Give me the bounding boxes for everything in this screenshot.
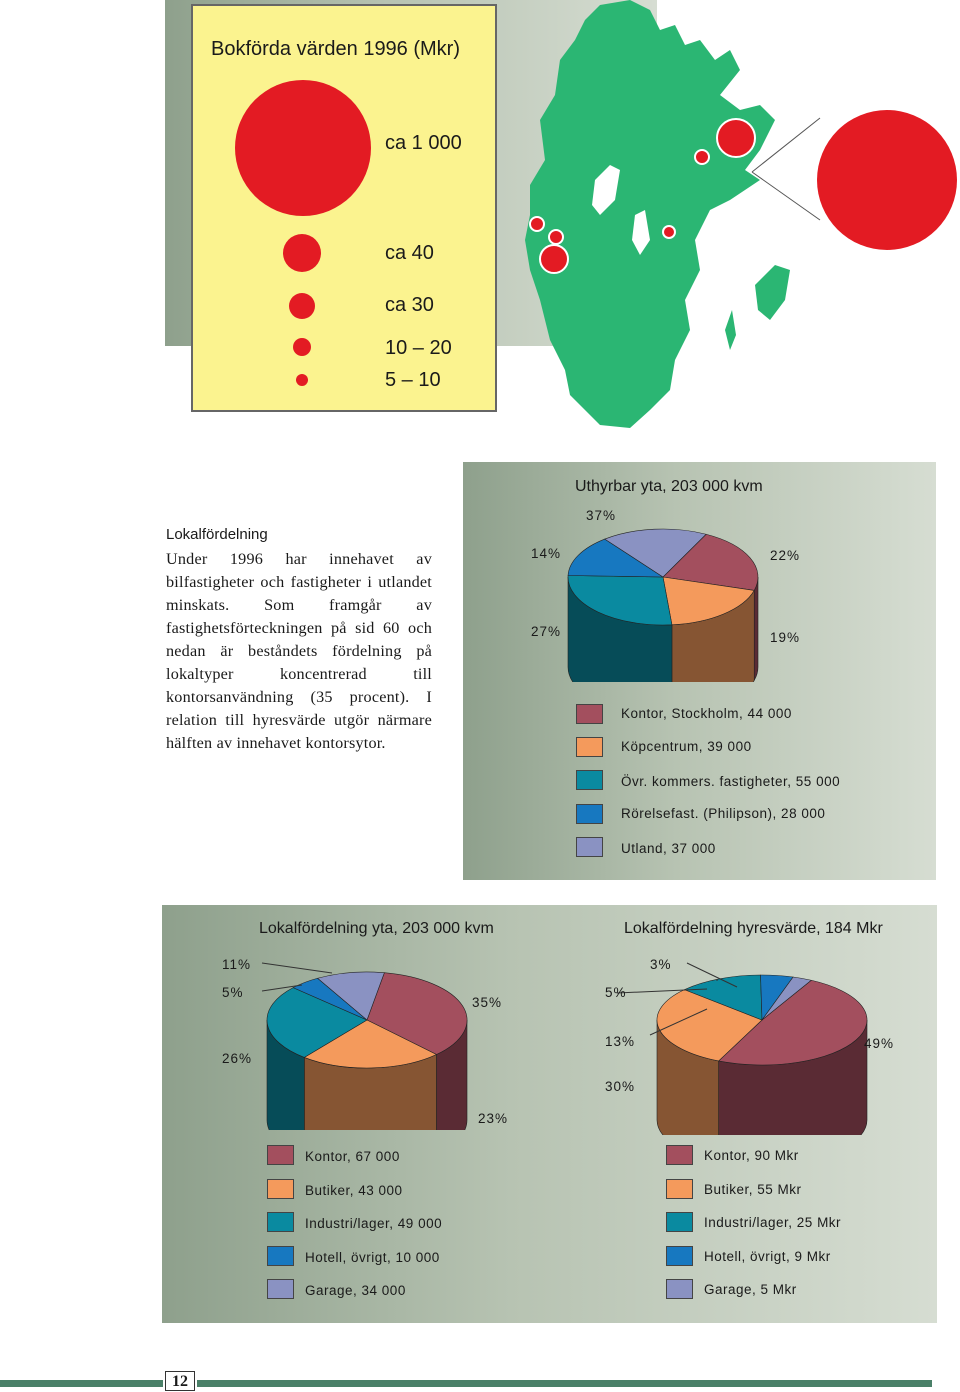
- bubble-size-30: [289, 293, 315, 319]
- legend-label: Övr. kommers. fastigheter, 55 000: [621, 774, 841, 789]
- pct-label: 3%: [650, 957, 672, 972]
- chart-title: Lokalfördelning yta, 203 000 kvm: [259, 920, 494, 937]
- bubble-size-10-20: [293, 338, 311, 356]
- map-bubble-stockholm-zoom: [817, 110, 957, 250]
- pct-label: 19%: [770, 630, 801, 645]
- pct-label: 5%: [222, 985, 244, 1000]
- legend-label: Utland, 37 000: [621, 841, 716, 856]
- legend-swatch: [576, 804, 603, 824]
- map-land: [525, 0, 775, 428]
- legend-swatch: [576, 704, 603, 724]
- bubble-label: 5 – 10: [385, 369, 441, 391]
- map-bubble: [663, 226, 675, 238]
- footer-bar: [0, 1380, 163, 1387]
- bubble-label: ca 1 000: [385, 132, 462, 154]
- pct-label: 22%: [770, 548, 801, 563]
- pct-label: 27%: [531, 624, 562, 639]
- pct-label: 35%: [472, 995, 503, 1010]
- pct-label: 37%: [586, 508, 617, 523]
- pie-slice-side: [754, 577, 758, 680]
- legend-swatch: [666, 1212, 693, 1232]
- map-bubble: [549, 230, 563, 244]
- chart-panel-lokalfordelning: [162, 905, 937, 1323]
- legend-label: Kontor, 67 000: [305, 1149, 400, 1164]
- pct-label: 49%: [864, 1036, 895, 1051]
- map-bubble: [695, 150, 709, 164]
- legend-swatch: [666, 1279, 693, 1299]
- chart-title: Uthyrbar yta, 203 000 kvm: [575, 478, 763, 495]
- bubble-size-1000: [235, 80, 371, 216]
- legend-swatch: [576, 737, 603, 757]
- pct-label: 30%: [605, 1079, 636, 1094]
- legend-label: Rörelsefast. (Philipson), 28 000: [621, 806, 826, 821]
- legend-swatch: [576, 837, 603, 857]
- chart-panel-uthyrbar: [463, 462, 936, 880]
- legend-swatch: [666, 1179, 693, 1199]
- legend-label: Garage, 34 000: [305, 1283, 406, 1298]
- chart-title: Lokalfördelning hyresvärde, 184 Mkr: [624, 920, 883, 937]
- bubble-label: 10 – 20: [385, 337, 452, 359]
- legend-label: Industri/lager, 25 Mkr: [704, 1215, 842, 1230]
- pct-label: 14%: [531, 546, 562, 561]
- pct-label: 23%: [478, 1111, 509, 1126]
- legend-label: Hotell, övrigt, 10 000: [305, 1250, 440, 1265]
- legend-label: Industri/lager, 49 000: [305, 1216, 443, 1231]
- bubble-size-5-10: [296, 374, 308, 386]
- bubble-label: ca 30: [385, 294, 434, 316]
- map-bubble: [530, 217, 544, 231]
- legend-label: Hotell, övrigt, 9 Mkr: [704, 1249, 831, 1264]
- legend-label: Butiker, 55 Mkr: [704, 1182, 802, 1197]
- map-bubble: [717, 119, 755, 157]
- sweden-map: [500, 0, 960, 440]
- pct-label: 13%: [605, 1034, 636, 1049]
- map-bubble: [540, 245, 568, 273]
- legend-swatch: [666, 1145, 693, 1165]
- legend-swatch: [666, 1246, 693, 1266]
- legend-swatch: [267, 1179, 294, 1199]
- gotland-island: [755, 265, 790, 320]
- legend-swatch: [267, 1212, 294, 1232]
- pct-label: 26%: [222, 1051, 253, 1066]
- bubble-size-40: [283, 234, 321, 272]
- pie-chart-uthyrbar: [553, 512, 773, 682]
- pct-label: 11%: [222, 957, 252, 972]
- legend-label: Kontor, 90 Mkr: [704, 1148, 799, 1163]
- map-legend-box: [191, 4, 497, 412]
- legend-swatch: [267, 1145, 294, 1165]
- legend-label: Kontor, Stockholm, 44 000: [621, 706, 792, 721]
- legend-swatch: [267, 1279, 294, 1299]
- page-number: 12: [165, 1371, 195, 1391]
- legend-swatch: [576, 770, 603, 790]
- section-heading: Lokalfördelning: [166, 526, 268, 543]
- legend-label: Köpcentrum, 39 000: [621, 739, 752, 754]
- legend-swatch: [267, 1246, 294, 1266]
- pct-label: 5%: [605, 985, 627, 1000]
- bubble-label: ca 40: [385, 242, 434, 264]
- legend-label: Garage, 5 Mkr: [704, 1282, 797, 1297]
- oland-island: [725, 310, 736, 350]
- legend-title: Bokförda värden 1996 (Mkr): [211, 38, 461, 60]
- footer-bar: [197, 1380, 932, 1387]
- body-paragraph: Under 1996 har innehavet av bilfastigheter och fastigheter i utlandet minskats. Som framgår av fastighetsförteckningen på sid 60 och nedan är beståndets fördelning på lokaltyper koncentrerad till kontorsanvändning (35 procent). I relation till hyresvärde utgör närmare hälften av innehavet kontorsytor.: [166, 550, 432, 752]
- legend-label: Butiker, 43 000: [305, 1183, 403, 1198]
